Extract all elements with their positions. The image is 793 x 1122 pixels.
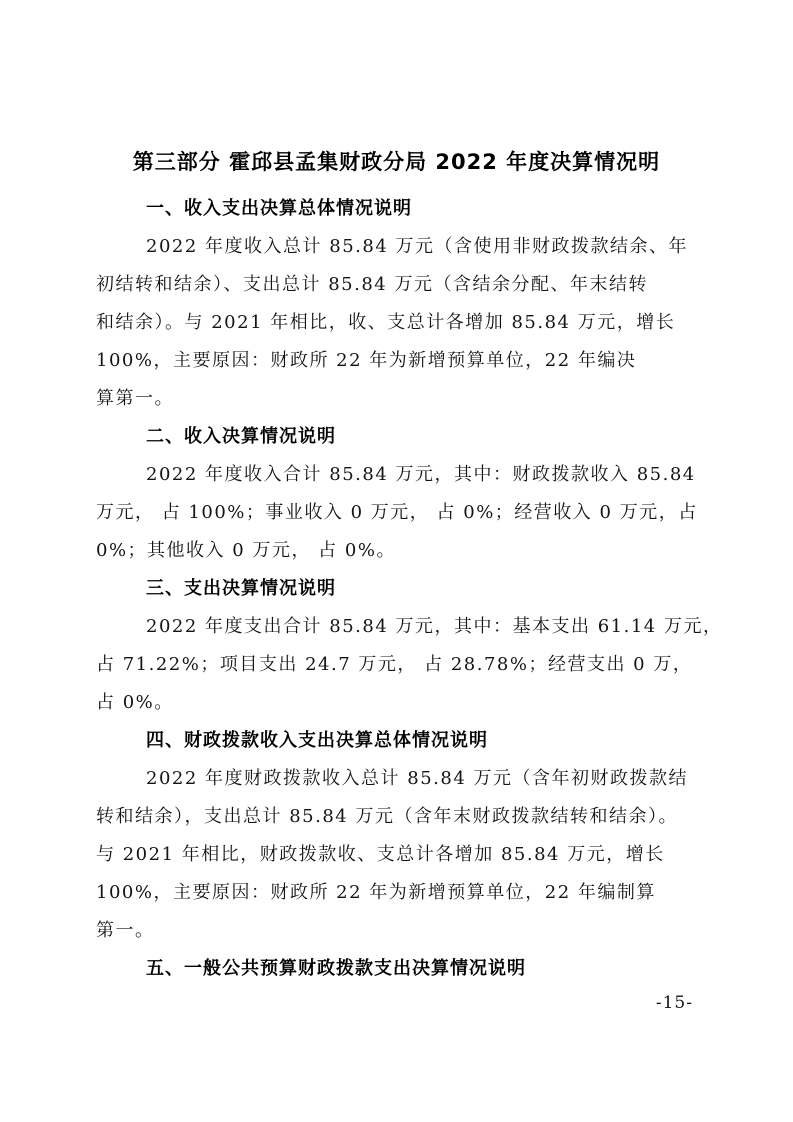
page-number: -15- bbox=[655, 993, 693, 1013]
paragraph-line: 算第一。 bbox=[96, 388, 174, 409]
sections-container bbox=[96, 190, 723, 988]
paragraph-line: 占 71.22%；项目支出 24.7 万元， 占 28.78%；经营支出 0 万， bbox=[96, 654, 693, 675]
paragraph-line: 100%，主要原因：财政所 22 年为新增预算单位，22 年编决 bbox=[96, 350, 637, 371]
paragraph-line: 万元， 占 100%；事业收入 0 万元， 占 0%；经营收入 0 万元，占 bbox=[96, 502, 698, 523]
section-heading: 二、收入决算情况说明 bbox=[146, 426, 336, 447]
paragraph-line: 2022 年度财政拨款收入总计 85.84 万元（含年初财政拨款结 bbox=[146, 768, 689, 789]
paragraph-line: 0%；其他收入 0 万元， 占 0%。 bbox=[96, 540, 396, 561]
paragraph-line: 100%，主要原因：财政所 22 年为新增预算单位，22 年编制算 bbox=[96, 882, 656, 903]
paragraph-line: 2022 年度支出合计 85.84 万元，其中：基本支出 61.14 万元， bbox=[146, 616, 723, 637]
document-section bbox=[96, 722, 697, 950]
paragraph-line: 和结余）。与 2021 年相比，收、支总计各增加 85.84 万元，增长 bbox=[96, 312, 676, 333]
paragraph-line: 2022 年度收入合计 85.84 万元，其中：财政拨款收入 85.84 bbox=[146, 464, 696, 485]
section-heading: 四、财政拨款收入支出决算总体情况说明 bbox=[146, 730, 488, 751]
document-section bbox=[96, 570, 723, 722]
document-title: 第三部分 霍邱县孟集财政分局 2022 年度决算情况明 bbox=[132, 150, 661, 174]
paragraph-line: 占 0%。 bbox=[96, 692, 174, 713]
paragraph-line: 初结转和结余）、支出总计 85.84 万元（含结余分配、年末结转 bbox=[96, 274, 648, 295]
document-section bbox=[96, 950, 697, 988]
paragraph-line: 2022 年度收入总计 85.84 万元（含使用非财政拨款结余、年 bbox=[146, 236, 689, 257]
paragraph-line: 第一。 bbox=[96, 920, 155, 941]
document-content bbox=[96, 146, 723, 988]
document-section bbox=[96, 418, 697, 570]
section-heading: 一、收入支出决算总体情况说明 bbox=[146, 198, 412, 219]
section-heading: 三、支出决算情况说明 bbox=[146, 578, 336, 599]
section-heading: 五、一般公共预算财政拨款支出决算情况说明 bbox=[146, 958, 526, 979]
document-section bbox=[96, 190, 697, 418]
paragraph-line: 转和结余），支出总计 85.84 万元（含年末财政拨款结转和结余）。 bbox=[96, 806, 678, 827]
paragraph-line: 与 2021 年相比，财政拨款收、支总计各增加 85.84 万元，增长 bbox=[96, 844, 665, 865]
